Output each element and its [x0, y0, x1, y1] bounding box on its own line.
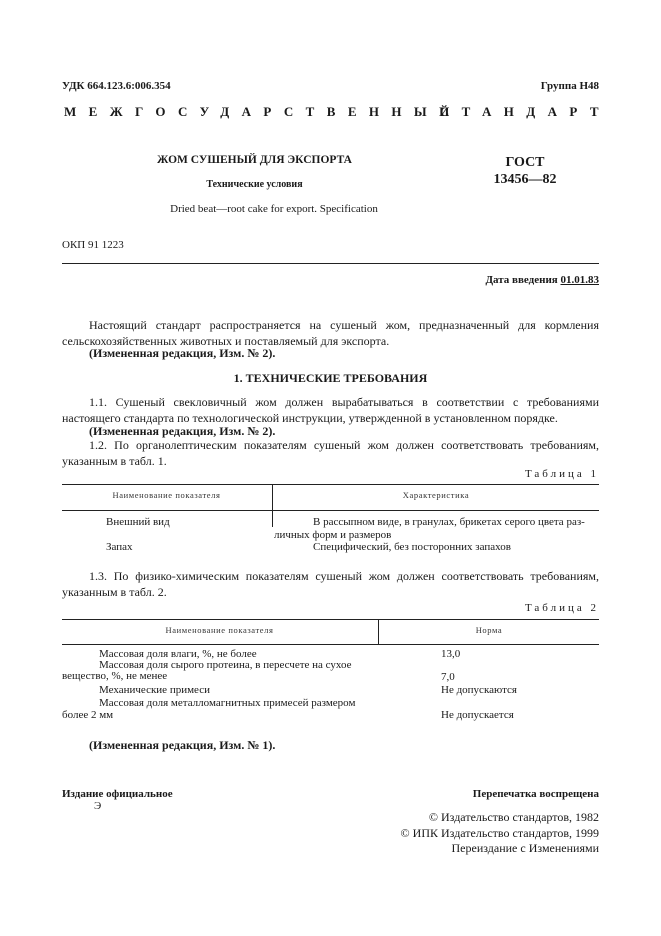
reissue-note: Переиздание с Изменениями [451, 841, 599, 855]
table-cell: 7,0 [441, 671, 455, 683]
banner-right: СТАНДАРТ [439, 104, 611, 119]
section-heading: 1. ТЕХНИЧЕСКИЕ ТРЕБОВАНИЯ [233, 371, 428, 385]
intro-paragraph: Настоящий стандарт распространяется на сушеный жом, предназначенный для кормления сельскохозяйственных животных и поставляемый для экспорта. [62, 318, 599, 348]
english-title: Dried beat—root cake for export. Specification [170, 203, 378, 215]
edition-mark: Э [94, 800, 102, 812]
table-cell: Не допускается [441, 709, 514, 721]
header-divider [62, 263, 599, 264]
table-cell: 13,0 [441, 648, 461, 660]
intro-date-value: 01.01.83 [560, 274, 599, 286]
table1-caption: Таблица 1 [524, 468, 599, 480]
table-cell: Специфический, без посторонних запахов [313, 541, 511, 553]
table2-top-rule [62, 619, 599, 620]
copyright-block [401, 810, 599, 857]
table1-header-rule [62, 510, 599, 511]
reprint-notice: Перепечатка воспрещена [472, 788, 599, 800]
official-edition: Издание официальное [62, 788, 173, 800]
table2-header-rule [62, 644, 599, 645]
table1-column-divider [272, 484, 273, 527]
gost-label: ГОСТ [505, 155, 545, 170]
gost-block [490, 154, 560, 188]
copyright-1999: © ИПК Издательство стандартов, 1999 [400, 825, 599, 840]
intro-date [485, 274, 599, 286]
paragraph-1-2: 1.2. По органолептическим показателям сушеный жом должен соответствовать требованиям, указанным в табл. 1. [62, 438, 599, 468]
intro-date-label: Дата введения [485, 274, 558, 286]
table-row: вещество, %, не менее [62, 670, 168, 682]
table-cell: Не допускаются [441, 684, 517, 696]
paragraph-1-1-edition: (Измененная редакция, Изм. № 2). [89, 424, 276, 438]
paragraph-1-3: 1.3. По физико-химическим показателям сушеный жом должен соответствовать требованиям, указанным в табл. 2. [62, 569, 599, 599]
final-edition: (Измененная редакция, Изм. № 1). [89, 738, 276, 752]
table2-header-norm: Норма [475, 625, 503, 635]
banner-left: МЕЖГОСУДАРСТВЕННЫЙ [64, 104, 462, 119]
table-row: более 2 мм [62, 709, 114, 721]
table2-header-name: Наименование показателя [165, 625, 274, 635]
table2-column-divider [378, 619, 379, 645]
udk-code: УДК 664.123.6:006.354 [62, 80, 171, 92]
table-row: Массовая доля влаги, %, не более [99, 648, 257, 660]
table-row: Массовая доля сырого протеина, в пересчете на сухое [99, 659, 352, 671]
intro-edition: (Измененная редакция, Изм. № 2). [89, 346, 276, 360]
document-title: ЖОМ СУШЕНЫЙ ДЛЯ ЭКСПОРТА [157, 154, 352, 166]
table1-header-name: Наименование показателя [112, 490, 221, 500]
table1-top-rule [62, 484, 599, 485]
gost-number: 13456—82 [493, 172, 557, 187]
table2-caption: Таблица 2 [524, 602, 599, 614]
table1-header-value: Характеристика [402, 490, 470, 500]
table-cell: В рассыпном виде, в гранулах, брикетах серого цвета раз- [313, 516, 585, 528]
table-row: Массовая доля металломагнитных примесей размером [99, 697, 356, 709]
copyright-1982: © Издательство стандартов, 1982 [428, 810, 599, 824]
okp-code: ОКП 91 1223 [62, 239, 124, 251]
document-subtitle: Технические условия [206, 179, 303, 190]
table-cell: личных форм и размеров [274, 529, 392, 541]
table-row: Механические примеси [99, 684, 210, 696]
table-row: Внешний вид [106, 516, 170, 528]
paragraph-1-1: 1.1. Сушеный свекловичный жом должен вырабатываться в соответствии с требованиями настоящего стандарта по технологической инструкции, утвержденной в установленном порядке. [62, 395, 599, 425]
table-row: Запах [106, 541, 133, 553]
group-code: Группа Н48 [540, 80, 599, 92]
